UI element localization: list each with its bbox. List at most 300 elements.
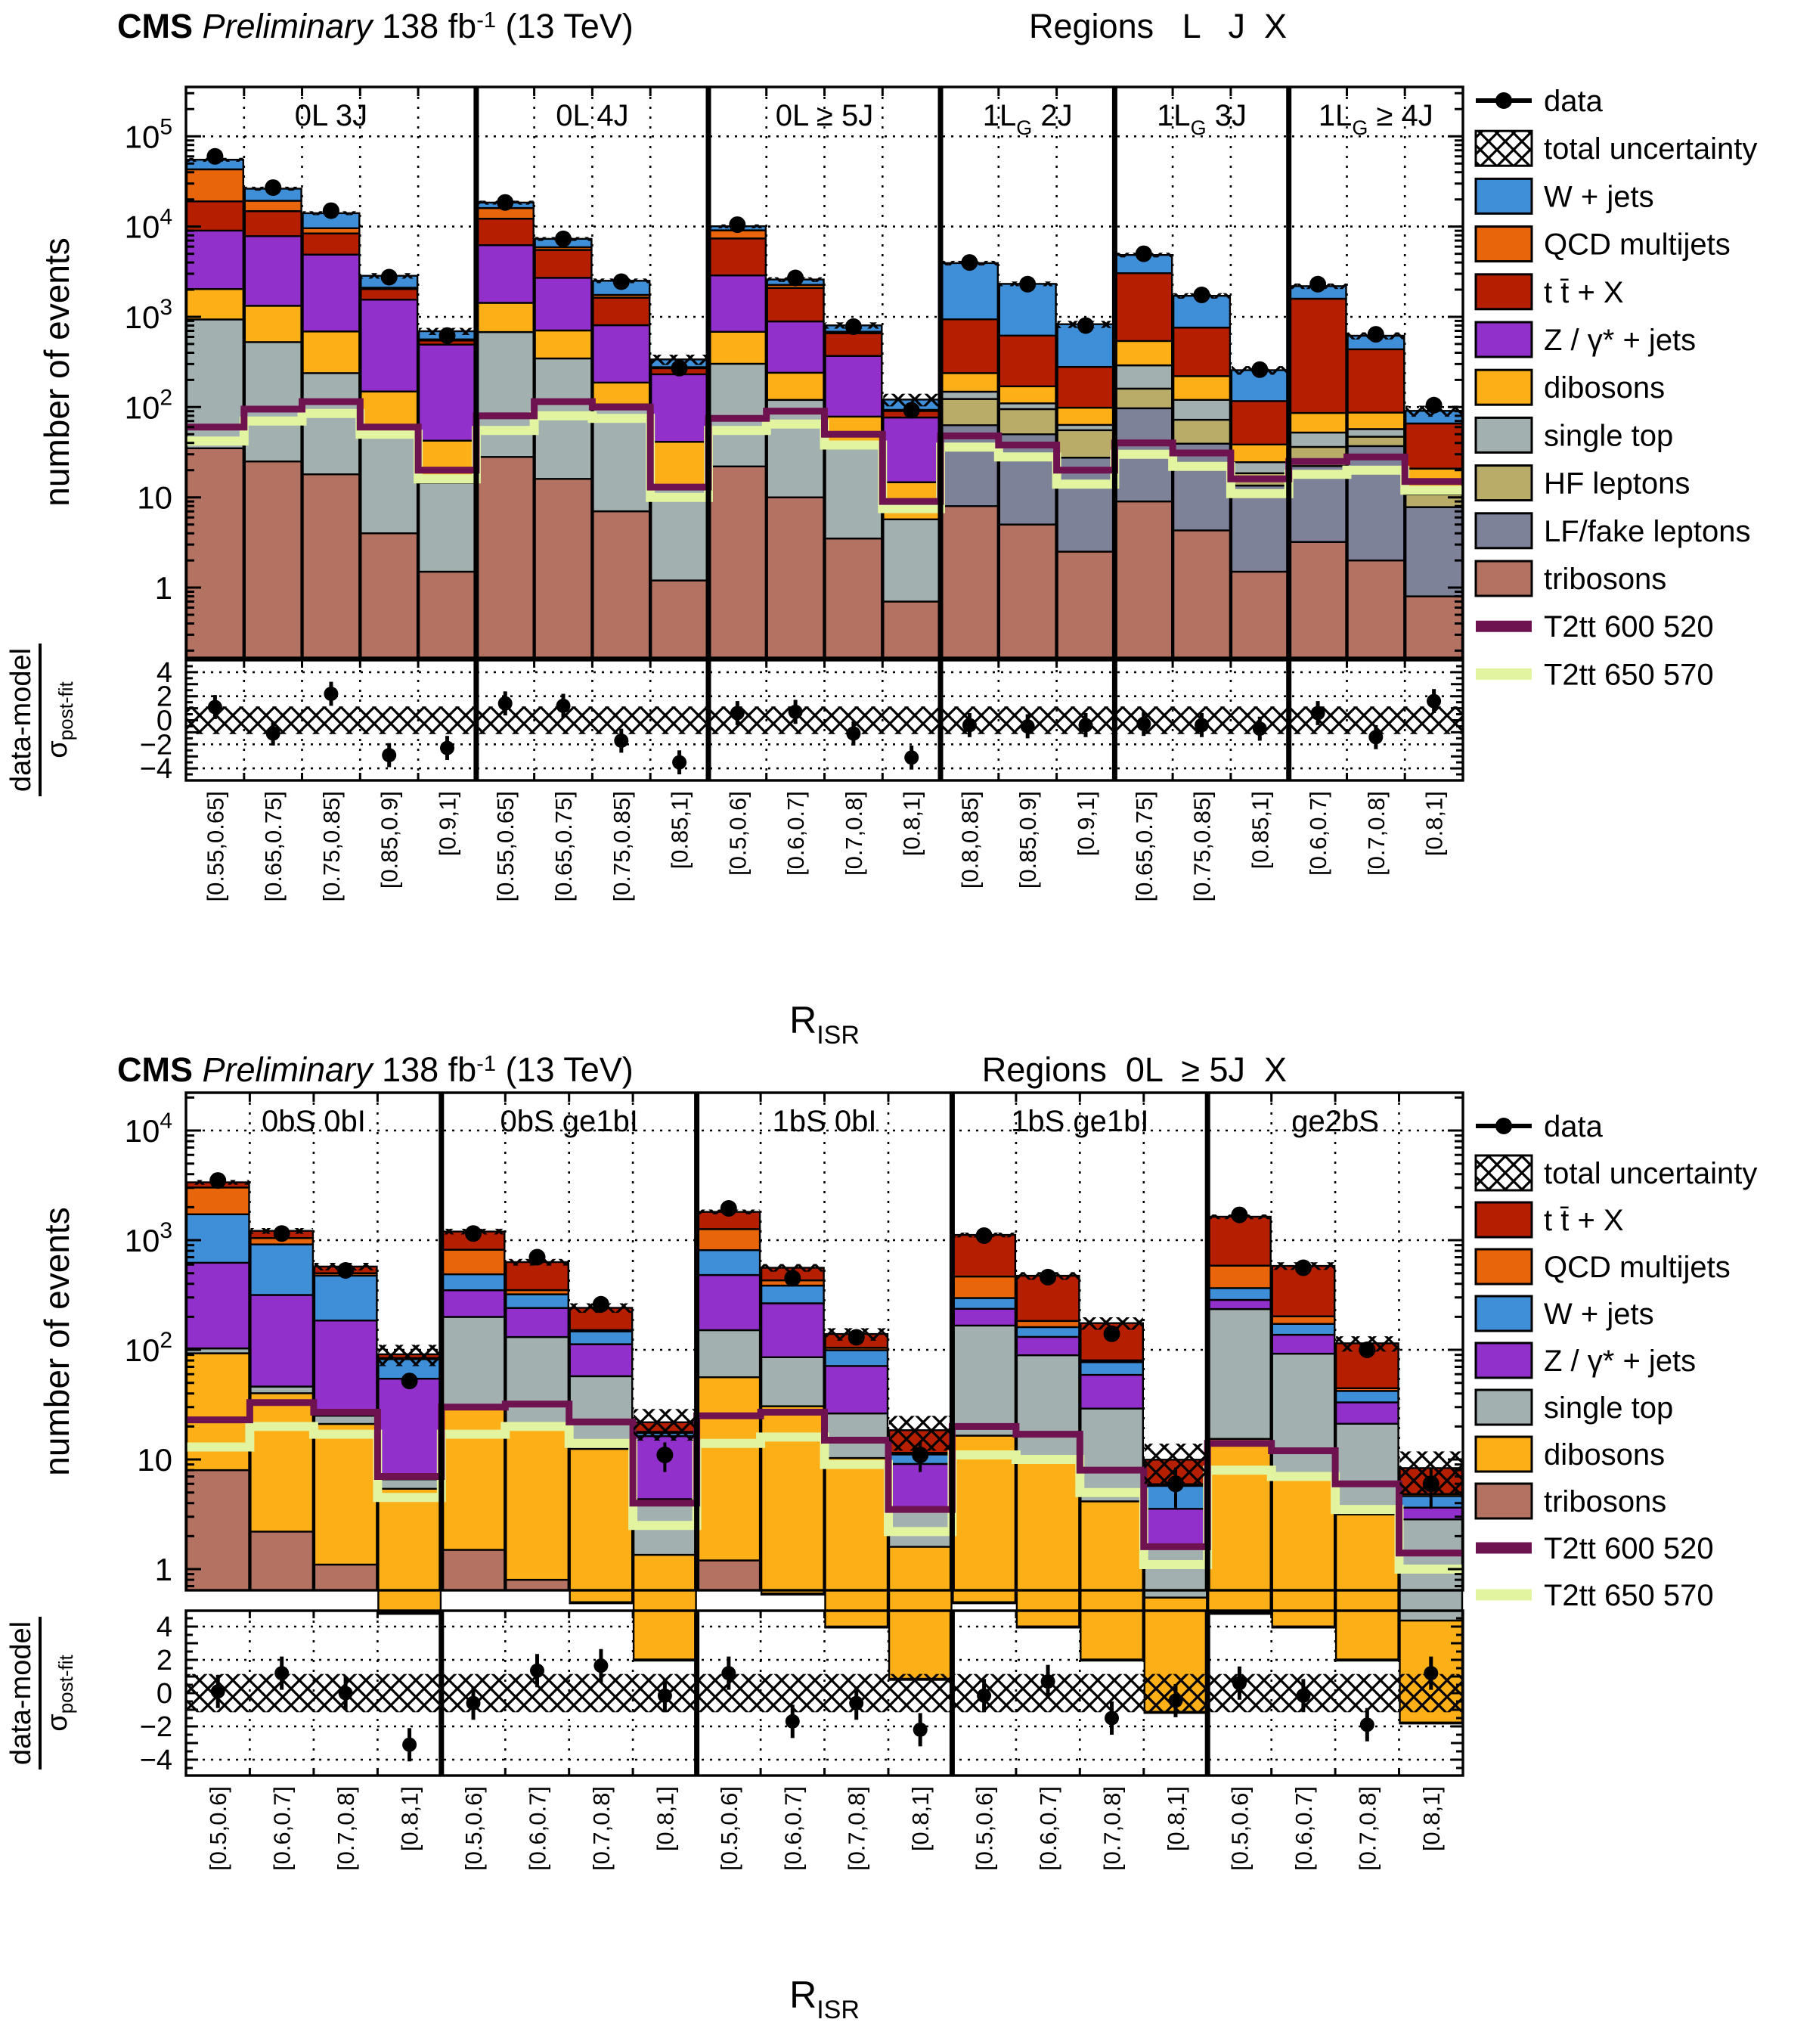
stack-segment-z_jets: [767, 321, 824, 373]
x-tick-label: [0.85,1]: [1247, 791, 1274, 870]
x-tick-label: [0.8,0.85]: [956, 791, 984, 889]
data-point: [1077, 318, 1094, 334]
stack-segment-ttx: [941, 319, 998, 373]
stack-segment-dibosons: [826, 417, 882, 445]
ratio-point: [1427, 694, 1441, 709]
stack-segment-dibosons: [1115, 341, 1172, 365]
stack-segment-dibosons: [187, 1354, 249, 1471]
data-point: [337, 1262, 354, 1279]
ratio-point: [382, 748, 396, 762]
stack-segment-dibosons: [378, 1489, 441, 1613]
ratio-point: [211, 1684, 225, 1698]
stack-segment-single_top: [315, 1416, 377, 1424]
stack-segment-dibosons: [1290, 413, 1347, 433]
legend-label: data: [1544, 85, 1603, 118]
stack-segment-z_jets: [826, 1366, 888, 1413]
legend: [1476, 1110, 1757, 1612]
ratio-point: [530, 1664, 544, 1678]
ratio-point: [440, 741, 454, 755]
x-tick-label: [0.8,1]: [898, 791, 925, 857]
stack-segment-ttx: [1290, 299, 1347, 413]
ratio-point: [1105, 1711, 1119, 1726]
stack-segment-z_jets: [651, 374, 708, 442]
stack-segment-tribosons: [477, 457, 534, 658]
y-tick-label: $10^5$: [124, 114, 172, 155]
stack-segment-qcd: [1272, 1317, 1335, 1324]
data-point: [1423, 1475, 1439, 1492]
stack-segment-qcd: [698, 1229, 761, 1250]
stack-segment-hf_leptons: [941, 399, 998, 426]
stack-segment-tribosons: [883, 602, 940, 659]
data-point: [1104, 1326, 1120, 1342]
top-header-regions: Regions L J X: [1029, 7, 1287, 45]
ratio-point: [904, 750, 919, 765]
legend-item: [1476, 178, 1654, 213]
data-point: [206, 148, 223, 165]
stack-segment-z_jets: [419, 345, 476, 441]
legend-swatch-single_top: [1476, 417, 1532, 452]
x-tick-label: [0.6,0.7]: [1035, 1786, 1062, 1872]
legend-item: [1476, 85, 1604, 118]
x-tick-label: [0.7,0.8]: [1099, 1786, 1126, 1872]
stack-segment-lf_fake_leptons: [1348, 446, 1405, 560]
legend-label: Z / γ* + jets: [1544, 324, 1697, 357]
y-tick-label: 1: [154, 1552, 172, 1587]
bottom-ratio-axis-title: [0, 1572, 83, 1814]
stack-segment-lf_fake_leptons: [1232, 485, 1288, 572]
stack-segment-w_jets: [1017, 1327, 1080, 1337]
stack-segment-z_jets: [361, 299, 417, 391]
stack-segment-dibosons: [953, 1436, 1015, 1602]
stack-segment-w_jets: [570, 1332, 633, 1345]
stack-segment-tribosons: [187, 448, 243, 658]
stack-segment-lf_fake_leptons: [1405, 507, 1462, 597]
x-tick-label: [0.75,0.85]: [318, 791, 345, 902]
stack-segment-tribosons: [1173, 530, 1230, 658]
x-tick-label: [0.7,0.8]: [587, 1786, 615, 1872]
legend-item: [1476, 1532, 1714, 1565]
ratio-numerator: data-model: [7, 644, 42, 796]
region-label: 0bS 0bI: [261, 1105, 366, 1138]
legend-label: total uncertainty: [1544, 132, 1758, 166]
region-label: ge2bS: [1291, 1105, 1379, 1138]
legend-item: [1476, 561, 1666, 596]
stack-segment-tribosons: [593, 511, 649, 658]
stack-segment-w_jets: [1336, 1391, 1399, 1402]
legend-swatch-hf_leptons: [1476, 466, 1532, 501]
ratio-point: [658, 1689, 672, 1703]
ratio-numerator: data-model: [7, 1617, 42, 1770]
ratio-point: [1368, 730, 1383, 744]
stack-segment-dibosons: [250, 1393, 313, 1531]
legend-label: single top: [1544, 1391, 1674, 1425]
x-tick-label: [0.5,0.6]: [460, 1786, 487, 1872]
ratio-point: [1136, 717, 1151, 731]
legend-label: t t̄ + X: [1544, 1204, 1624, 1237]
stack-segment-qcd: [187, 1187, 249, 1214]
data-point: [729, 216, 745, 233]
cms-label: CMS: [117, 1050, 193, 1089]
legend-item: [1476, 1155, 1757, 1190]
legend-item: [1476, 227, 1731, 262]
region-label: 1bS ge1bI: [1011, 1105, 1149, 1138]
stack-segment-w_jets: [941, 263, 998, 319]
x-tick-label: [0.9,1]: [434, 791, 461, 857]
legend-swatch-single_top: [1476, 1390, 1532, 1425]
region-label: 1bS 0bI: [772, 1105, 877, 1138]
y-tick-label: $10^3$: [124, 1218, 172, 1258]
stack-segment-single_top: [1208, 1309, 1271, 1439]
stack-segment-dibosons: [1272, 1475, 1335, 1627]
stack-segment-single_top: [941, 392, 998, 399]
ratio-point: [593, 1658, 608, 1673]
stack-segment-dibosons: [634, 1555, 696, 1659]
ratio-point: [266, 727, 280, 741]
stack-segment-single_top: [761, 1357, 824, 1407]
data-point: [721, 1200, 737, 1217]
x-tick-label: [0.6,0.7]: [1290, 1786, 1317, 1872]
data-point: [1167, 1475, 1184, 1492]
stack-segment-single_top: [442, 1317, 505, 1408]
stack-segment-tribosons: [709, 467, 766, 658]
ratio-point: [721, 1666, 736, 1680]
ratio-tick-label: 2: [156, 681, 172, 713]
stack-segment-qcd: [245, 201, 302, 212]
data-point: [593, 1296, 609, 1313]
cms-label: CMS: [117, 7, 193, 45]
legend-swatch-ttx: [1476, 274, 1532, 309]
ratio-point: [786, 1714, 800, 1729]
ratio-point: [208, 700, 222, 715]
data-point: [787, 270, 804, 287]
stack-segment-tribosons: [419, 572, 476, 658]
x-tick-label: [0.6,0.7]: [524, 1786, 551, 1872]
legend-label: t t̄ + X: [1544, 275, 1624, 309]
data-point: [903, 402, 920, 419]
y-tick-label: $10^4$: [124, 1109, 172, 1149]
stack-segment-w_jets: [506, 1295, 569, 1308]
data-point: [381, 269, 398, 286]
bottom-y-axis-title: number of events: [37, 1207, 76, 1476]
region-label: 0L 4J: [556, 99, 629, 132]
stack-segment-single_top: [1115, 365, 1172, 389]
x-tick-label: [0.8,1]: [652, 1786, 679, 1852]
stack-segment-ttx: [1058, 367, 1114, 408]
x-tick-label: [0.75,0.85]: [1188, 791, 1216, 902]
stack-segment-ttx: [1115, 273, 1172, 341]
legend-item: [1476, 1390, 1673, 1425]
stack-segment-single_top: [1336, 1424, 1399, 1515]
stack-segment-hf_leptons: [1115, 389, 1172, 408]
x-tick-label: [0.8,1]: [907, 1786, 934, 1852]
legend-label: T2tt 650 570: [1544, 1579, 1714, 1612]
stack-segment-tribosons: [506, 1580, 569, 1590]
legend-item: [1476, 1249, 1731, 1284]
stack-segment-tribosons: [187, 1470, 249, 1590]
stack-segment-tribosons: [315, 1565, 377, 1590]
ratio-denominator: $\sigma_{post-fit}$: [41, 1655, 77, 1732]
legend-swatch-ttx: [1476, 1202, 1532, 1237]
x-tick-label: [0.8,1]: [1421, 791, 1448, 857]
stack-segment-single_top: [245, 342, 302, 461]
stack-segment-z_jets: [187, 231, 243, 289]
stack-segment-single_top: [303, 373, 360, 474]
x-tick-label: [0.65,0.75]: [260, 791, 287, 902]
legend-item: [1476, 610, 1714, 644]
ratio-point: [498, 696, 513, 711]
ratio-uncertainty-band: [186, 1674, 1463, 1713]
legend-label: W + jets: [1544, 1298, 1654, 1331]
ratio-point: [962, 718, 977, 732]
y-tick-label: 10: [137, 1442, 172, 1478]
top-header-left: [117, 9, 634, 43]
region-label: $1L_G \ge 4J$: [1318, 99, 1433, 139]
legend-label: W + jets: [1544, 180, 1654, 214]
x-tick-label: [0.85,0.9]: [376, 791, 403, 889]
ratio-point: [1169, 1693, 1183, 1707]
stack-segment-w_jets: [315, 1276, 377, 1320]
legend-label: QCD multijets: [1544, 1251, 1731, 1284]
x-tick-label: [0.8,1]: [396, 1786, 423, 1852]
stack-segment-ttx: [1173, 327, 1230, 376]
stack-segment-ttx: [1208, 1217, 1271, 1266]
stack-segment-z_jets: [442, 1290, 505, 1317]
stack-segment-z_jets: [250, 1295, 313, 1387]
legend-swatch-tribosons: [1476, 561, 1532, 596]
stack-segment-z_jets: [1272, 1335, 1335, 1354]
stack-segment-z_jets: [477, 245, 534, 302]
stack-segment-ttx: [245, 211, 302, 236]
stack-segment-w_jets: [826, 1351, 888, 1366]
stack-segment-lf_fake_leptons: [1173, 444, 1230, 531]
lumi-label: 138 $fb^{-1}$ (13 TeV): [382, 1050, 634, 1089]
stack-segment-dibosons: [826, 1458, 888, 1627]
stack-segment-dibosons: [303, 331, 360, 373]
stack-segment-single_top: [826, 445, 882, 538]
stack-segment-z_jets: [1208, 1300, 1271, 1309]
x-tick-label: [0.5,0.6]: [205, 1786, 232, 1872]
region-label: 0L ≥ 5J: [775, 99, 874, 132]
bottom-header-regions: Regions 0L ≥ 5J X: [981, 1050, 1287, 1089]
legend-label: T2tt 600 520: [1544, 610, 1714, 644]
stack-segment-single_top: [506, 1337, 569, 1425]
legend-item: [1476, 274, 1624, 309]
legend-item: [1476, 370, 1665, 405]
uncertainty-cap: [378, 1345, 441, 1366]
ratio-denominator: $\sigma_{post-fit}$: [41, 681, 77, 758]
legend-item: [1476, 1343, 1696, 1378]
data-marker-dot: [1495, 92, 1512, 109]
stack-segment-w_jets: [1208, 1288, 1271, 1300]
stack-segment-dibosons: [570, 1449, 633, 1602]
data-point: [555, 231, 572, 247]
ratio-point: [789, 705, 803, 719]
stack-segment-tribosons: [250, 1531, 313, 1590]
stack-segment-dibosons: [1080, 1501, 1143, 1659]
data-point: [1309, 276, 1326, 293]
y-tick-label: 1: [154, 570, 172, 606]
x-tick-label: [0.5,0.6]: [971, 1786, 998, 1872]
data-point: [1136, 246, 1152, 262]
stack-segment-ttx: [361, 289, 417, 299]
stack-segment-z_jets: [245, 236, 302, 306]
preliminary-label: Preliminary: [193, 1050, 383, 1089]
stack-segment-ttx: [1232, 401, 1288, 444]
stack-segment-single_top: [1232, 462, 1288, 473]
legend-label: data: [1544, 1110, 1603, 1143]
x-tick-label: [0.6,0.7]: [1305, 791, 1332, 876]
stack-segment-dibosons: [1173, 376, 1230, 399]
top-chart: [125, 85, 1758, 1050]
legend-swatch-z_jets: [1476, 322, 1532, 357]
ratio-tick-label: 4: [156, 1611, 172, 1643]
stack-segment-w_jets: [1272, 1324, 1335, 1335]
legend-item: [1476, 1437, 1665, 1472]
data-point: [465, 1225, 482, 1242]
uncertainty-cap: [634, 1409, 696, 1441]
stack-segment-dibosons: [315, 1424, 377, 1565]
data-point: [1295, 1260, 1312, 1276]
stack-segment-dibosons: [999, 386, 1056, 404]
stack-segment-z_jets: [315, 1320, 377, 1416]
stack-segment-z_jets: [187, 1263, 249, 1348]
legend-label: QCD multijets: [1544, 228, 1731, 262]
ratio-point: [1360, 1717, 1374, 1732]
legend-swatch-dibosons: [1476, 370, 1532, 405]
data-point: [401, 1372, 418, 1389]
stack-segment-w_jets: [250, 1245, 313, 1295]
stack-segment-z_jets: [761, 1304, 824, 1357]
stack-segment-dibosons: [889, 1546, 952, 1679]
ratio-point: [339, 1686, 353, 1701]
ratio-point: [1311, 706, 1325, 721]
data-point: [671, 360, 688, 377]
stack-segment-qcd: [1017, 1321, 1080, 1327]
stack-segment-ttx: [303, 234, 360, 255]
ratio-point: [672, 755, 686, 770]
stack-segment-qcd: [1208, 1266, 1271, 1289]
stack-segment-z_jets: [698, 1275, 761, 1330]
stack-segment-z_jets: [826, 356, 882, 417]
stack-segment-dibosons: [1058, 408, 1114, 425]
stack-segment-dibosons: [651, 442, 708, 486]
stack-segment-ttx: [767, 288, 824, 321]
stack-segment-z_jets: [593, 325, 649, 383]
y-tick-label: 10: [137, 479, 172, 516]
stack-segment-w_jets: [1080, 1362, 1143, 1375]
legend: [1476, 85, 1757, 691]
y-tick-labels: [125, 1109, 172, 1587]
x-tick-label: [0.9,1]: [1073, 791, 1099, 857]
stack-segment-dibosons: [1232, 445, 1288, 462]
x-tick-label: [0.85,0.9]: [1015, 791, 1042, 889]
legend-label: HF leptons: [1544, 467, 1690, 501]
legend-swatch-z_jets: [1476, 1343, 1532, 1378]
stack-segment-dibosons: [698, 1377, 761, 1560]
ratio-point: [402, 1738, 417, 1752]
ratio-tick-label: 0: [156, 1678, 172, 1710]
x-tick-label: [0.5,0.6]: [724, 791, 752, 876]
data-point: [848, 1329, 865, 1346]
stack-segment-dibosons: [245, 306, 302, 342]
stack-segment-tribosons: [1405, 597, 1462, 658]
legend-label: tribosons: [1544, 563, 1667, 596]
ratio-point: [1195, 718, 1209, 732]
data-point: [529, 1249, 546, 1266]
stack-segment-tribosons: [361, 533, 417, 658]
ratio-tick-label: −2: [139, 1711, 172, 1743]
stack-segment-single_top: [419, 482, 476, 572]
legend-label: dibosons: [1544, 371, 1666, 405]
stack-segment-z_jets: [1080, 1375, 1143, 1409]
data-point: [209, 1172, 226, 1189]
stack-segment-dibosons: [442, 1408, 505, 1550]
top-y-axis-title: number of events: [37, 237, 76, 507]
stack-segment-z_jets: [709, 275, 766, 332]
stack-segment-tribosons: [999, 525, 1056, 658]
stack-segment-dibosons: [709, 332, 766, 364]
stack-segment-single_top: [361, 431, 417, 533]
legend-swatch-qcd: [1476, 1249, 1532, 1284]
x-tick-label: [0.7,0.8]: [1362, 791, 1390, 876]
stack-segment-qcd: [442, 1250, 505, 1275]
data-point: [1359, 1341, 1375, 1358]
stack-segment-ttx: [506, 1262, 569, 1290]
data-marker-dot: [1495, 1118, 1512, 1134]
legend-label: dibosons: [1544, 1438, 1666, 1472]
ratio-point: [1253, 721, 1267, 736]
stack-segment-ttx: [1405, 423, 1462, 469]
legend-label: total uncertainty: [1544, 1157, 1758, 1190]
y-tick-label: $10^3$: [124, 295, 172, 335]
ratio-tick-label: 4: [156, 656, 172, 689]
ratio-point: [846, 727, 860, 741]
ratio-tick-label: 2: [156, 1645, 172, 1676]
stack-segment-w_jets: [698, 1250, 761, 1275]
legend-item: [1476, 513, 1751, 548]
stack-segment-single_top: [826, 1413, 888, 1458]
data-point: [784, 1270, 801, 1286]
stack-segment-tribosons: [442, 1550, 505, 1591]
uncertainty-swatch: [1476, 1155, 1532, 1190]
legend-label: LF/fake leptons: [1544, 514, 1751, 548]
legend-item: [1476, 658, 1714, 691]
ratio-tick-label: −4: [139, 753, 172, 786]
data-point: [1426, 397, 1443, 414]
bottom-chart: [125, 1093, 1758, 2024]
x-tick-label: [0.65,0.75]: [550, 791, 577, 902]
preliminary-label: Preliminary: [193, 7, 383, 45]
stack-segment-w_jets: [761, 1286, 824, 1304]
region-label: $1L_G$ 2J: [982, 99, 1073, 139]
stack-segment-hf_leptons: [1058, 430, 1114, 457]
stack-segment-single_top: [1290, 433, 1347, 447]
stack-segment-tribosons: [535, 479, 592, 658]
legend-item: [1476, 1484, 1666, 1518]
legend-item: [1476, 417, 1673, 452]
stack-segment-single_top: [250, 1387, 313, 1394]
ratio-tick-label: −4: [139, 1745, 172, 1776]
stack-segment-dibosons: [187, 289, 243, 319]
ratio-tick-label: −2: [139, 729, 172, 761]
x-axis-title: $R_{ISR}$: [789, 999, 860, 1050]
x-tick-label: [0.6,0.7]: [779, 1786, 807, 1872]
stack-segment-ttx: [477, 219, 534, 245]
stack-segment-ttx: [535, 250, 592, 278]
x-tick-label: [0.5,0.6]: [715, 1786, 742, 1872]
legend-swatch-w_jets: [1476, 1296, 1532, 1331]
legend-swatch-w_jets: [1476, 178, 1532, 213]
